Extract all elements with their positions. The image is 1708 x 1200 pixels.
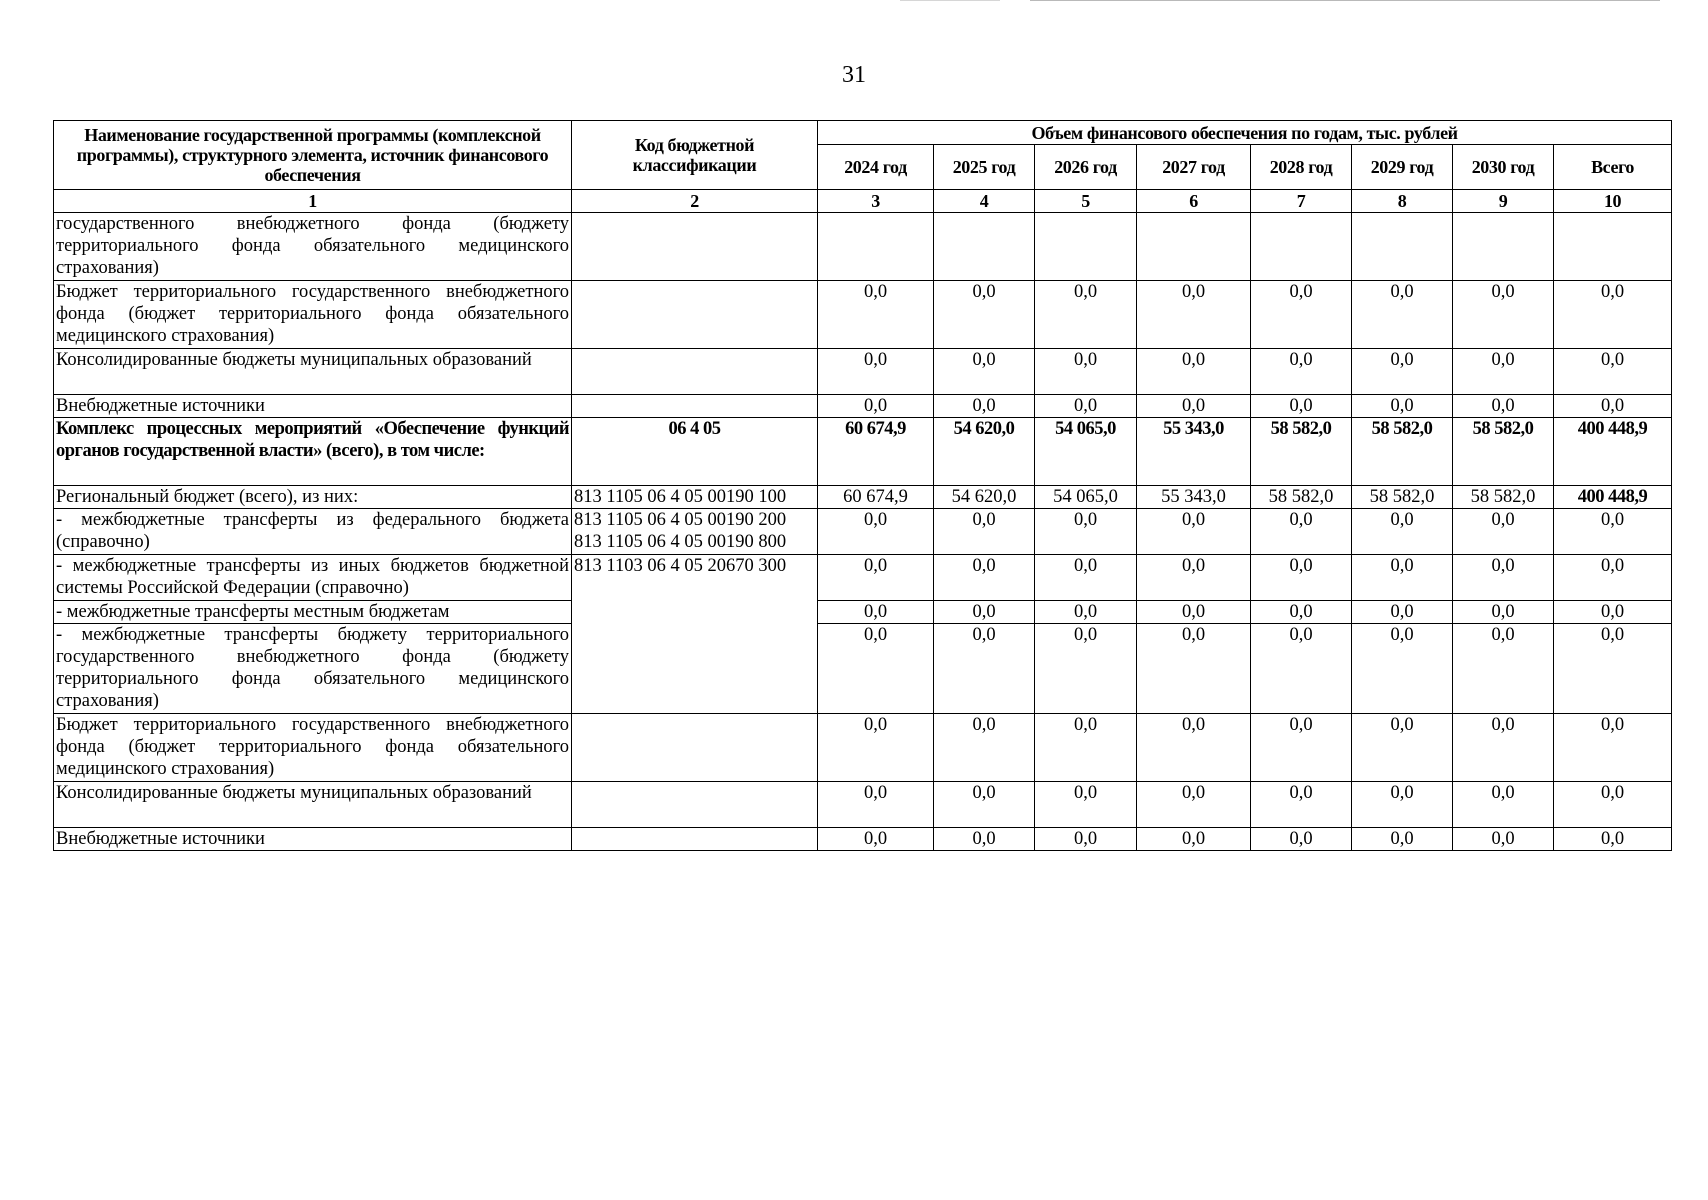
row-value: 58 582,0 (1251, 418, 1352, 486)
row-value: 0,0 (934, 395, 1035, 418)
row-value: 0,0 (1352, 509, 1453, 555)
row-value: 0,0 (1453, 555, 1554, 601)
row-value: 0,0 (1554, 624, 1672, 714)
row-value: 0,0 (818, 555, 934, 601)
row-value: 0,0 (1251, 349, 1352, 395)
row-code-line: 813 1105 06 4 05 00190 200 (574, 510, 787, 530)
row-value: 0,0 (1554, 782, 1672, 828)
row-value: 0,0 (1137, 624, 1251, 714)
row-value: 0,0 (934, 601, 1035, 624)
column-number: 3 (818, 190, 934, 213)
row-value: 0,0 (1352, 624, 1453, 714)
row-value: 0,0 (934, 714, 1035, 782)
row-value: 58 582,0 (1453, 418, 1554, 486)
row-value: 0,0 (1453, 509, 1554, 555)
row-value: 0,0 (1554, 509, 1672, 555)
row-value: 0,0 (1035, 555, 1137, 601)
column-number: 10 (1554, 190, 1672, 213)
row-value: 54 065,0 (1035, 486, 1137, 509)
row-value: 58 582,0 (1453, 486, 1554, 509)
row-value: 0,0 (818, 509, 934, 555)
column-number: 4 (934, 190, 1035, 213)
header-year: 2028 год (1251, 145, 1352, 190)
row-value: 0,0 (1352, 782, 1453, 828)
row-value: 0,0 (1554, 714, 1672, 782)
row-value (1035, 213, 1137, 281)
row-value: 0,0 (1453, 714, 1554, 782)
row-name: - межбюджетные трансферты местным бюджетам (54, 601, 572, 624)
header-volume-group: Объем финансового обеспечения по годам, тыс. рублей (818, 121, 1672, 145)
header-year: 2027 год (1137, 145, 1251, 190)
row-value: 0,0 (818, 349, 934, 395)
row-value: 58 582,0 (1352, 418, 1453, 486)
table-row (54, 624, 1672, 714)
row-value: 58 582,0 (1352, 486, 1453, 509)
table-row (54, 395, 1672, 418)
row-value: 0,0 (1453, 349, 1554, 395)
row-value: 0,0 (934, 828, 1035, 851)
row-code-line: 813 1105 06 4 05 00190 800 (574, 532, 787, 552)
row-value: 0,0 (1035, 395, 1137, 418)
row-value: 0,0 (1137, 714, 1251, 782)
row-value: 0,0 (1554, 601, 1672, 624)
row-name: - межбюджетные трансферты из федерального бюджета (справочно) (54, 509, 572, 555)
row-value: 0,0 (1352, 281, 1453, 349)
table-row-complex-total (54, 418, 1672, 486)
row-code (572, 828, 818, 851)
row-name: Бюджет территориального государственного внебюджетного фонда (бюджет территориального фонда обязательного медицинского страхования) (54, 281, 572, 349)
table-row (54, 782, 1672, 828)
row-value: 0,0 (1137, 555, 1251, 601)
row-value: 60 674,9 (818, 418, 934, 486)
row-name: Внебюджетные источники (54, 828, 572, 851)
row-value: 0,0 (1035, 828, 1137, 851)
column-number: 9 (1453, 190, 1554, 213)
row-value: 54 620,0 (934, 418, 1035, 486)
table-row (54, 281, 1672, 349)
row-value (1352, 213, 1453, 281)
row-code (572, 213, 818, 281)
row-value: 0,0 (1137, 782, 1251, 828)
row-code (572, 395, 818, 418)
row-name: - межбюджетные трансферты из иных бюджетов бюджетной системы Российской Федерации (справочно) (54, 555, 572, 601)
header-name-column: Наименование государственной программы (комплексной программы), структурного элемента, источник финансового обеспечения (54, 121, 572, 190)
table-row (54, 213, 1672, 281)
row-value: 0,0 (1554, 281, 1672, 349)
row-value: 0,0 (934, 782, 1035, 828)
column-number: 5 (1035, 190, 1137, 213)
row-value (1453, 213, 1554, 281)
row-code (572, 601, 818, 624)
scan-artifact-line (1030, 0, 1660, 1)
row-value: 400 448,9 (1554, 418, 1672, 486)
header-code-column: Код бюджетной классификации (572, 121, 818, 190)
row-value: 0,0 (818, 601, 934, 624)
row-name: - межбюджетные трансферты бюджету территориального государственного внебюджетного фонда (бюджету территориального фонда обязательного медицинского страхования) (54, 624, 572, 714)
table-row (54, 486, 1672, 509)
row-value: 0,0 (1251, 601, 1352, 624)
row-value: 0,0 (1251, 714, 1352, 782)
row-value: 0,0 (934, 509, 1035, 555)
row-value: 55 343,0 (1137, 486, 1251, 509)
row-value: 0,0 (934, 281, 1035, 349)
row-code: 813 1103 06 4 05 20670 300 (572, 555, 818, 601)
row-value: 58 582,0 (1251, 486, 1352, 509)
row-name: государственного внебюджетного фонда (бюджету территориального фонда обязательного медицинского страхования) (54, 213, 572, 281)
header-year: 2029 год (1352, 145, 1453, 190)
row-code (572, 624, 818, 714)
row-name: Комплекс процессных мероприятий «Обеспечение функций органов государственной власти» (всего), в том числе: (54, 418, 572, 486)
row-value: 0,0 (1251, 782, 1352, 828)
scan-artifact-line (900, 0, 1000, 1)
row-value: 0,0 (818, 281, 934, 349)
row-value: 0,0 (1352, 828, 1453, 851)
row-value: 0,0 (1453, 782, 1554, 828)
row-name: Внебюджетные источники (54, 395, 572, 418)
row-code (572, 281, 818, 349)
row-name: Консолидированные бюджеты муниципальных образований (54, 349, 572, 395)
row-code (572, 714, 818, 782)
row-value: 0,0 (1453, 624, 1554, 714)
column-number: 7 (1251, 190, 1352, 213)
row-value: 0,0 (1035, 281, 1137, 349)
row-value: 0,0 (1554, 828, 1672, 851)
row-value: 0,0 (1554, 555, 1672, 601)
row-code: 813 1105 06 4 05 00190 100 (572, 486, 818, 509)
row-value: 0,0 (1352, 601, 1453, 624)
row-value: 0,0 (1035, 601, 1137, 624)
row-value: 0,0 (1352, 555, 1453, 601)
column-number: 6 (1137, 190, 1251, 213)
row-value (1251, 213, 1352, 281)
table-row (54, 509, 1672, 555)
row-value: 0,0 (1453, 828, 1554, 851)
row-value: 0,0 (1251, 624, 1352, 714)
row-value: 0,0 (1035, 509, 1137, 555)
row-value: 54 620,0 (934, 486, 1035, 509)
row-value (1554, 213, 1672, 281)
table-row (54, 601, 1672, 624)
page-number: 31 (842, 62, 866, 88)
row-value: 0,0 (1251, 555, 1352, 601)
row-code: 06 4 05 (572, 418, 818, 486)
table-row (54, 555, 1672, 601)
row-name: Региональный бюджет (всего), из них: (54, 486, 572, 509)
row-value: 0,0 (1035, 714, 1137, 782)
row-value: 0,0 (1035, 624, 1137, 714)
row-value: 0,0 (1137, 349, 1251, 395)
row-value: 0,0 (1137, 601, 1251, 624)
table-row (54, 828, 1672, 851)
row-code (572, 349, 818, 395)
table-row (54, 714, 1672, 782)
row-value: 0,0 (1453, 601, 1554, 624)
row-value: 0,0 (818, 395, 934, 418)
row-value: 0,0 (934, 349, 1035, 395)
row-value: 0,0 (1352, 714, 1453, 782)
row-value (1137, 213, 1251, 281)
row-value: 0,0 (934, 624, 1035, 714)
row-value: 0,0 (1251, 281, 1352, 349)
row-name: Бюджет территориального государственного внебюджетного фонда (бюджет территориального фонда обязательного медицинского страхования) (54, 714, 572, 782)
financing-table (53, 120, 1672, 851)
row-value: 0,0 (818, 828, 934, 851)
row-value: 0,0 (934, 555, 1035, 601)
column-number: 1 (54, 190, 572, 213)
header-year: 2025 год (934, 145, 1035, 190)
row-value: 0,0 (1453, 395, 1554, 418)
row-value: 0,0 (1137, 828, 1251, 851)
row-value: 0,0 (1035, 349, 1137, 395)
table-row (54, 349, 1672, 395)
row-value: 0,0 (1137, 395, 1251, 418)
header-year: 2030 год (1453, 145, 1554, 190)
row-value: 0,0 (1137, 281, 1251, 349)
row-value: 400 448,9 (1554, 486, 1672, 509)
row-code (572, 782, 818, 828)
row-value (934, 213, 1035, 281)
row-code (572, 509, 818, 555)
header-year: 2024 год (818, 145, 934, 190)
row-value: 0,0 (1453, 281, 1554, 349)
column-number: 8 (1352, 190, 1453, 213)
row-value: 60 674,9 (818, 486, 934, 509)
row-value: 0,0 (818, 624, 934, 714)
row-value: 0,0 (1554, 395, 1672, 418)
row-value: 0,0 (818, 782, 934, 828)
row-value: 0,0 (1352, 349, 1453, 395)
header-total: Всего (1554, 145, 1672, 190)
row-value: 0,0 (1352, 395, 1453, 418)
row-value (818, 213, 934, 281)
row-value: 0,0 (1137, 509, 1251, 555)
row-name: Консолидированные бюджеты муниципальных образований (54, 782, 572, 828)
row-value: 0,0 (1554, 349, 1672, 395)
row-value: 0,0 (1251, 828, 1352, 851)
row-value: 0,0 (1251, 509, 1352, 555)
row-value: 54 065,0 (1035, 418, 1137, 486)
row-value: 0,0 (1251, 395, 1352, 418)
header-year: 2026 год (1035, 145, 1137, 190)
row-value: 0,0 (818, 714, 934, 782)
row-value: 0,0 (1035, 782, 1137, 828)
row-value: 55 343,0 (1137, 418, 1251, 486)
column-number: 2 (572, 190, 818, 213)
